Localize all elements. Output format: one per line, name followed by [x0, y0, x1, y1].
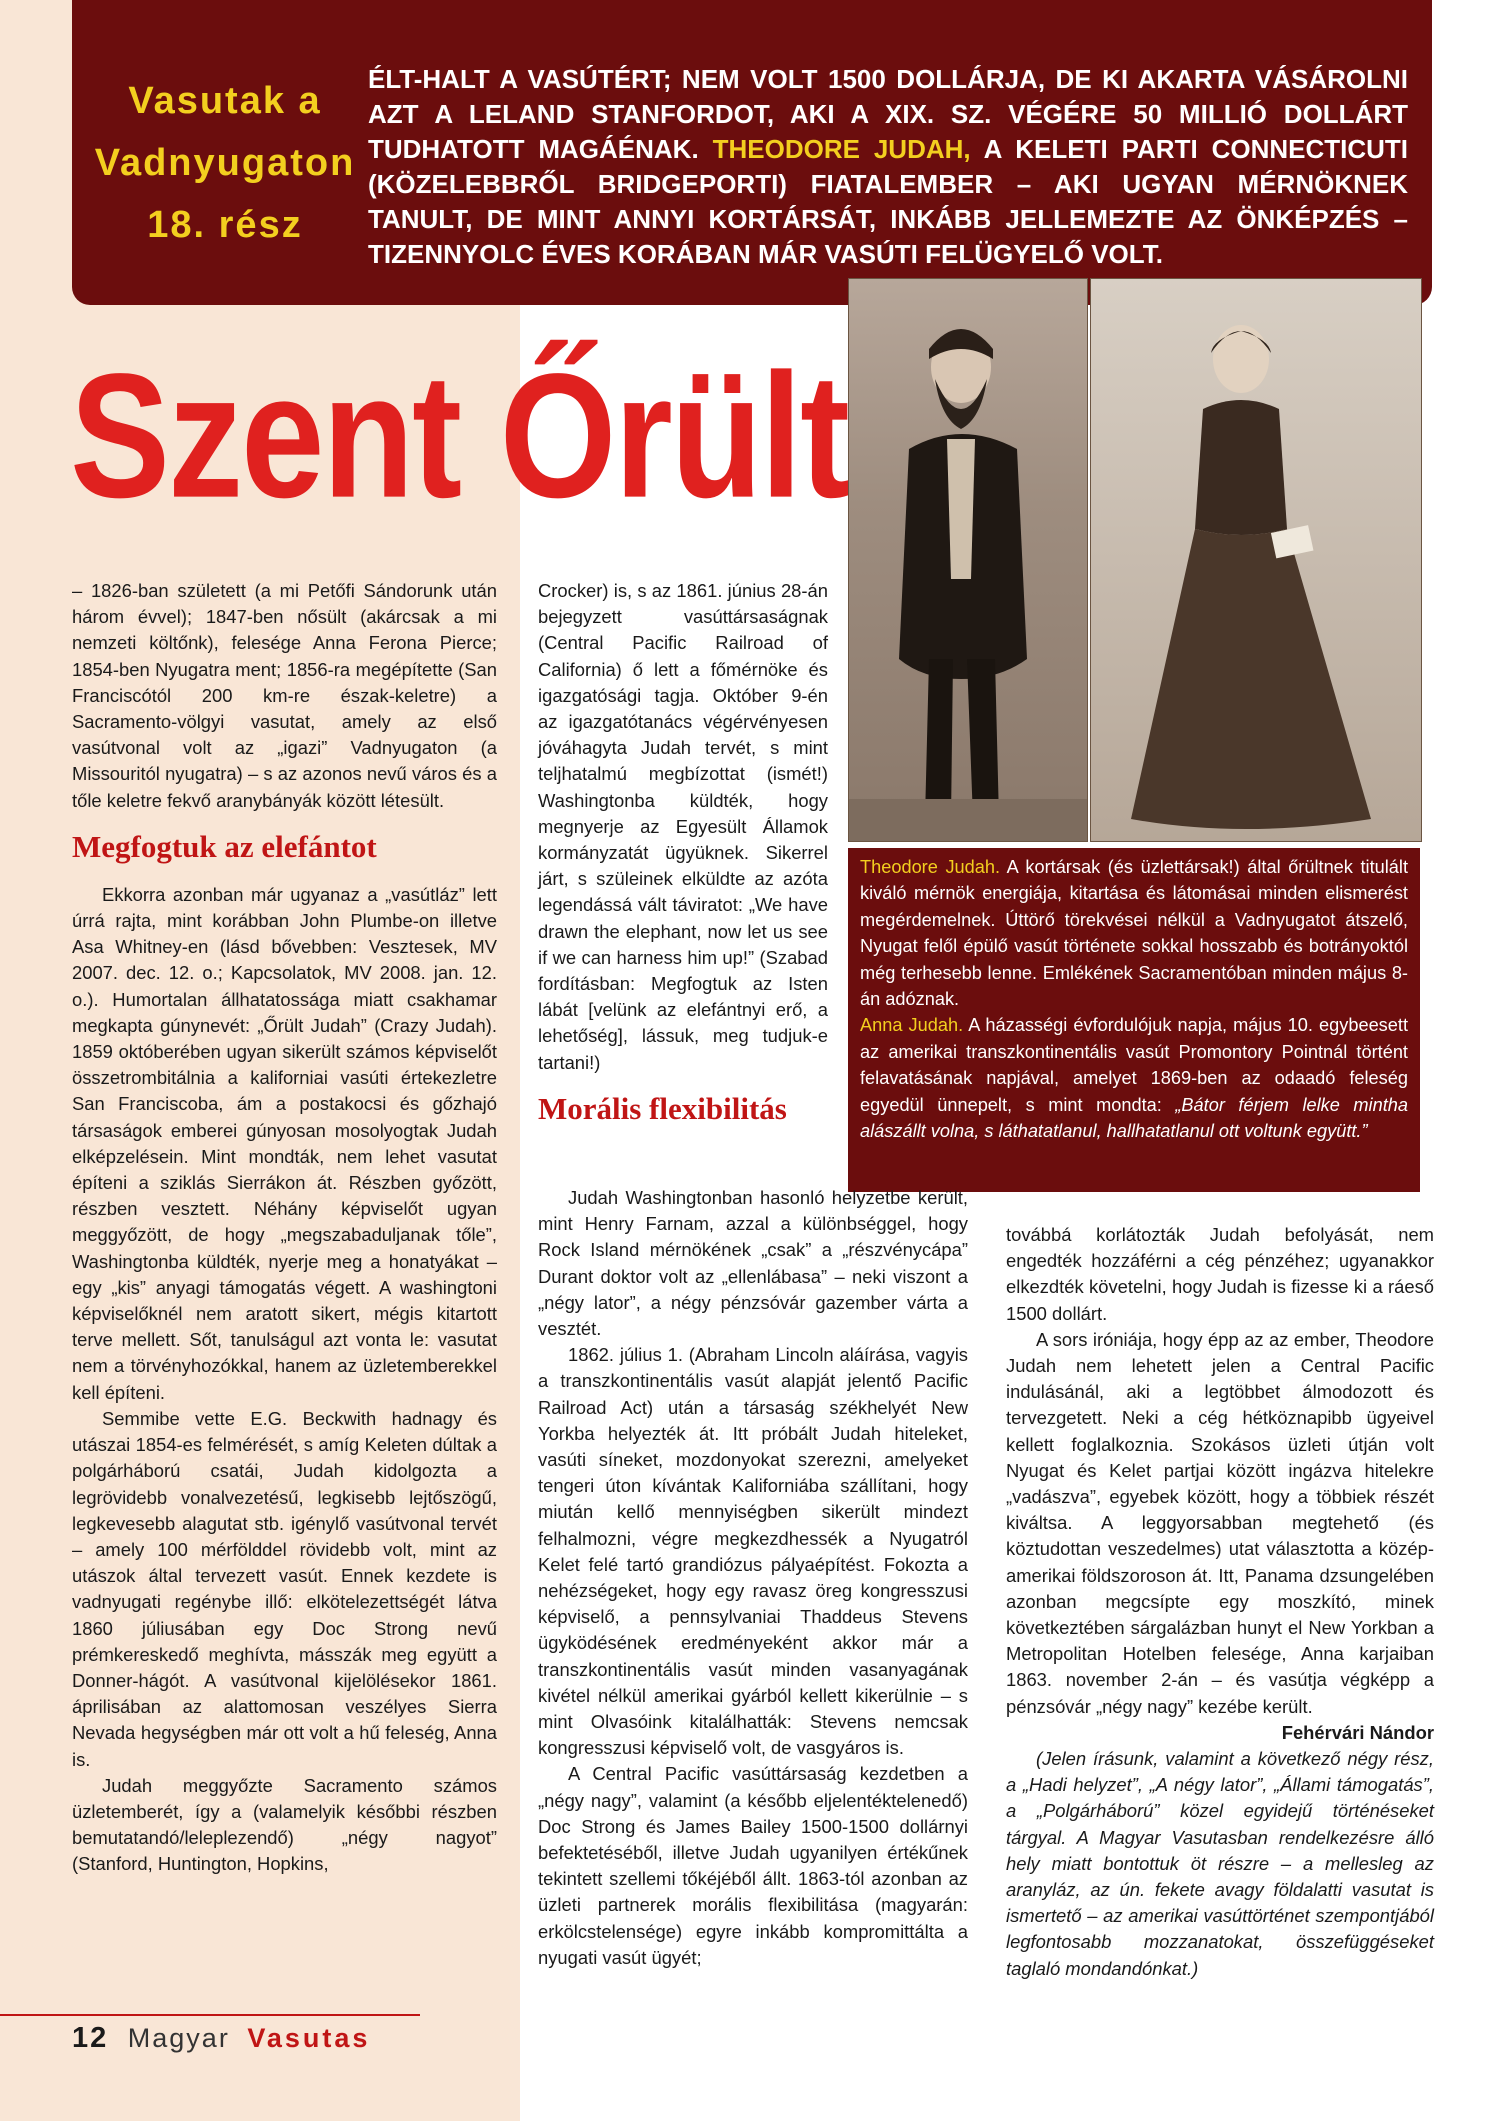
paragraph: Judah meggyőzte Sacramento számos üzletemberét, így a (valamelyik későbbi részben bemutatandó/leleplezendő) „négy nagyot” (Stanford, Huntington, Hopkins, — [72, 1774, 497, 1875]
column-3 — [1006, 1222, 1434, 1982]
caption-name-1: Theodore Judah. — [860, 857, 1001, 877]
woman-portrait-illustration — [1091, 279, 1421, 841]
editor-note: (Jelen írásunk, valamint a következő négy rész, a „Hadi helyzet”, „A négy lator”, „Állami támogatás”, a „Polgárháború” közel egyidejű történéseket tárgyal. A Magyar Vasutasban rendelkezésre álló hely miatt bontottuk öt részre – a mellesleg az aranyláz, az ún. fekete avagy földalatti vasutat is ismertető – az amerikai vasúttörténet szempontjából legfontosabb mozzanatokat, összefüggéseket taglaló mondandónkat.) — [1006, 1748, 1434, 1979]
paragraph: Ekkorra azonban már ugyanaz a „vasútláz” lett úrrá rajta, mint korábban John Plumbe-on illetve Asa Whitney-en (lásd bővebben: Vesztesek, MV 2007. dec. 12. o.; Kapcsolatok, MV 2008. jan. 12. o.). Humortalan állhatatossága miatt csakhamar megkapta gúnynevét: „Őrült Judah” (Crazy Judah). 1859 októberében ugyan sikerült számos képviselőt összetrombitálnia a kaliforniai vasúti értekezletre San Franciscoba, ám a postakocsi és gőzhajó társaságok emberei gúnyosan mosolyogtak Judah elképzelésein. Mint mondták, nem lehet vasutat építeni a sziklás Sierrákon át. Részben győzött, részben vesztett. Néhány képviselőt ugyan meggyőzött, de hogy „megszabaduljanak tőle”, Washingtonba küldték, nyerje meg a honatyákat – egy „kis” anyagi támogatás végett. A washingtoni képviselőknél nem aratott sikert, mégis kitartott terve mellett. Sőt, tanulságul azt vonta le: vasutat nem a törvényhozókkal, hanem az üzletemberekkel kell építeni. — [72, 883, 497, 1403]
paragraph: A sors iróniája, hogy épp az az ember, Theodore Judah nem lehetett jelen a Central Pacific indulásánál, aki a legtöbbet álmodozott és tervezgetett. Neki a cég hétköznapibb ügyeivel kellett foglalkoznia. Szokásos üzleti útján volt Nyugat és Kelet partjai között ingázva hitelekre „vadászva”, egyebek között, hogy a többiek részét kiváltsa. A leggyorsabban megtehető (és köztudottan veszedelmes) utat választotta a közép-amerikai földszoroson át. Itt, Panama dzsungelében azonban megcsípte egy moszkító, minek következtében sárgalázban hunyt el New Yorkban a Metropolitan Hotelben felesége, Anna karjaiban 1863. november 2-án – és vasútja végképp a pénzsóvár „négy nagy” kezébe került. — [1006, 1328, 1434, 1717]
series-line-1: Vasutak a — [128, 80, 322, 122]
subheading-elephant: Megfogtuk az elefántot — [72, 828, 377, 864]
photo-caption — [848, 848, 1420, 1192]
caption-name-2: Anna Judah. — [860, 1015, 964, 1036]
paragraph: 1862. július 1. (Abraham Lincoln aláírása, vagyis a transzkontinentális vasút alapját jelentő Pacific Railroad Act) után a társaság székhelyét New Yorkba helyezték át. Itt próbált Judah hiteleket, vasúti síneket, mozdonyokat szerezni, amelyeket tengeri úton kívántak Kaliforniába szállítani, hogy miután kellő mennyiségben sikerült mindezt felhalmozni, végre megkezdhessék a Nyugatról Kelet felé tartó grandiózus pályaépítést. Fokozta a nehézségeket, hogy egy ravasz öreg kongresszusi képviselő, a pennsylvaniai Thaddeus Stevens ügyködésének eredményeként akkor már a transzkontinentális vasút minden vasanyagának kivétel nélkül amerikai gyárból kellett kikerülnie – s mint Olvasóink kitalálhatták: Stevens nemcsak kongresszusi képviselő volt, de vasgyáros is. — [538, 1344, 968, 1759]
column-2-top — [538, 578, 828, 1144]
paragraph: – 1826-ban született (a mi Petőfi Sándorunk után három évvel); 1847-ben nősült (akárcsak a mi nemzeti költőnk), felesége Anna Ferona Pierce; 1854-ben Nyugatra ment; 1856-ra megépítette (San Franciscótól 200 km-re észak-keletre) a Sacramento-völgyi vasutat, amely az első vasútvonal volt az „igazi” Vadnyugaton (a Missouritól nyugatra) – s az azonos nevű város és a tőle keletre fekvő aranybányák között létesült. — [72, 580, 497, 811]
caption-quote: „Bátor férjem lelke mintha alászállt volna, s láthatatlanul, hallhatatlanul ott voltunk együtt.” — [860, 1094, 1408, 1142]
caption-text-1: A kortársak (és üzlettársak!) által őrültnek titulált kiváló mérnök energiája, kitartása és látomásai minden elismerést megérdemelnek. Úttörő törekvései nélkül a Vadnyugatot átszelő, Nyugat felől épülő vasút története sokkal hosszabb és botrányoktól még terhesebb lenne. Emlékének Sacramentóban minden május 8-án adóznak. — [860, 857, 1408, 1010]
series-line-2: Vadnyugaton — [94, 142, 356, 184]
caption-text-2: A házasségi évfordulójuk napja, május 10. egybeesett az amerikai transzkontinentális vasút Promontory Pointnál történt felavatásának napjával, amelyet 1869-ben az odaadó feleség egyedül ünnepelt, s mint mondta: — [860, 1015, 1409, 1115]
lead-paragraph — [368, 62, 1408, 272]
photo-group — [848, 278, 1420, 840]
magazine-name-1: Magyar — [127, 2023, 230, 2053]
paragraph: továbbá korlátozták Judah befolyását, nem engedték hozzáférni a cég pénzéhez; ugyanakkor elkezdték követelni, hogy Judah is fizesse ki a ráeső 1500 dollárt. — [1006, 1224, 1434, 1324]
man-portrait-illustration — [849, 279, 1087, 841]
article-title: Szent Őrült — [70, 336, 849, 535]
column-1 — [72, 578, 497, 1878]
lead-text-1: ÉLT-HALT A VASÚTÉRT; NEM VOLT 1500 DOLLÁRJA, DE KI AKARTA VÁSÁROLNI AZT A LELAND STANFORDOT, AKI A XIX. SZ. VÉGÉRE 50 MILLIÓ DOLLÁRT TUDHATOTT MAGÁÉNAK. — [368, 64, 1408, 164]
page-number: 12 — [72, 2022, 109, 2054]
series-line-3: 18. rész — [147, 204, 303, 246]
subheading-moral: Morális flexibilitás — [538, 1090, 787, 1126]
magazine-name-2: Vasutas — [247, 2023, 371, 2053]
paragraph: A Central Pacific vasúttársaság kezdetben a „négy nagy”, valamint (a később eljelentéktelenedő) Doc Strong és James Bailey 1500-1500 dollárnyi befektetéséből, illetve Judah ugyanilyen értékűnek tekintett szellemi tőkéjéből állt. 1863-tól azonban az üzleti partnerek morális flexibilitása (magyarán: erkölcstelensége) egyre inkább kompromittálta a nyugati vasút ügyét; — [538, 1763, 968, 1968]
anna-judah-photo — [1090, 278, 1422, 842]
theodore-judah-photo — [848, 278, 1088, 842]
paragraph: Judah Washingtonban hasonló helyzetbe került, mint Henry Farnam, azzal a különbséggel, hogy Rock Island mérnökének „csak” a „részvénycápa” Durant doktor volt az „ellenlábasa” – neki viszont a „négy lator”, a négy pénzsóvár gazember várta a vesztét. — [538, 1187, 968, 1340]
author-name: Fehérvári Nándor — [1281, 1721, 1434, 1743]
page-footer — [72, 2022, 370, 2055]
paragraph: Semmibe vette E.G. Beckwith hadnagy és utászai 1854-es felmérését, s amíg Keleten dúltak a polgárháború csatái, Judah kidolgozta a legrövidebb vonalvezetésű, legkisebb lejtőszögű, legkevesebb alagutat stb. igénylő vasútvonal tervét – amely 100 mérfölddel rövidebb volt, mint az utászok által tervezett vasút. Ennek kezdete is vadnyugati regénybe illő: elkötelezettségét látva 1860 júliusában egy Doc Strong nevű prémkereskedő meghívta, másszák meg együtt a Donner-hágót. A vasútvonal kijelölésekor 1861. áprilisában az alattomosan veszélyes Sierra Nevada hegységben már ott volt a hű feleség, Anna is. — [72, 1407, 497, 1770]
footer-rule — [0, 2014, 420, 2016]
lead-text-2: A KELETI PARTI CONNECTICUTI (KÖZELEBBRŐL BRIDGEPORTI) FIATALEMBER – AKI UGYAN MÉRNÖKNEK TANULT, DE MINT ANNYI KORTÁRSÁT, INKÁBB JELLEMEZTE AZ ÖNKÉPZÉS – TIZENNYOLC ÉVES KORÁBAN MÁR VASÚTI FELÜGYELŐ VOLT. — [368, 134, 1409, 269]
series-label — [90, 70, 360, 256]
lead-name: THEODORE JUDAH, — [712, 134, 971, 164]
paragraph: Crocker) is, s az 1861. június 28-án bejegyzett vasúttársaságnak (Central Pacific Railroad of California) ő lett a főmérnöke és igazgatósági tagja. Október 9-én az igazgatótanács végérvényesen jóváhagyta Judah tervét, s mint teljhatalmú megbízottat (ismét!) Washingtonba küldték, hogy megnyerje az Egyesült Államok kormányzatát ügyüknek. Sikerrel járt, s szüleinek elküldte az azóta legendássá vált táviratot: „We have drawn the elephant, now let us see if we can harness him up!” (Szabad fordításban: Megfogtuk az Isten lábát [velünk az elefántnyi erő, a lehetőség], lássuk, meg tudjuk-e tartani!) — [538, 580, 828, 1073]
column-2-bottom — [538, 1185, 968, 1971]
